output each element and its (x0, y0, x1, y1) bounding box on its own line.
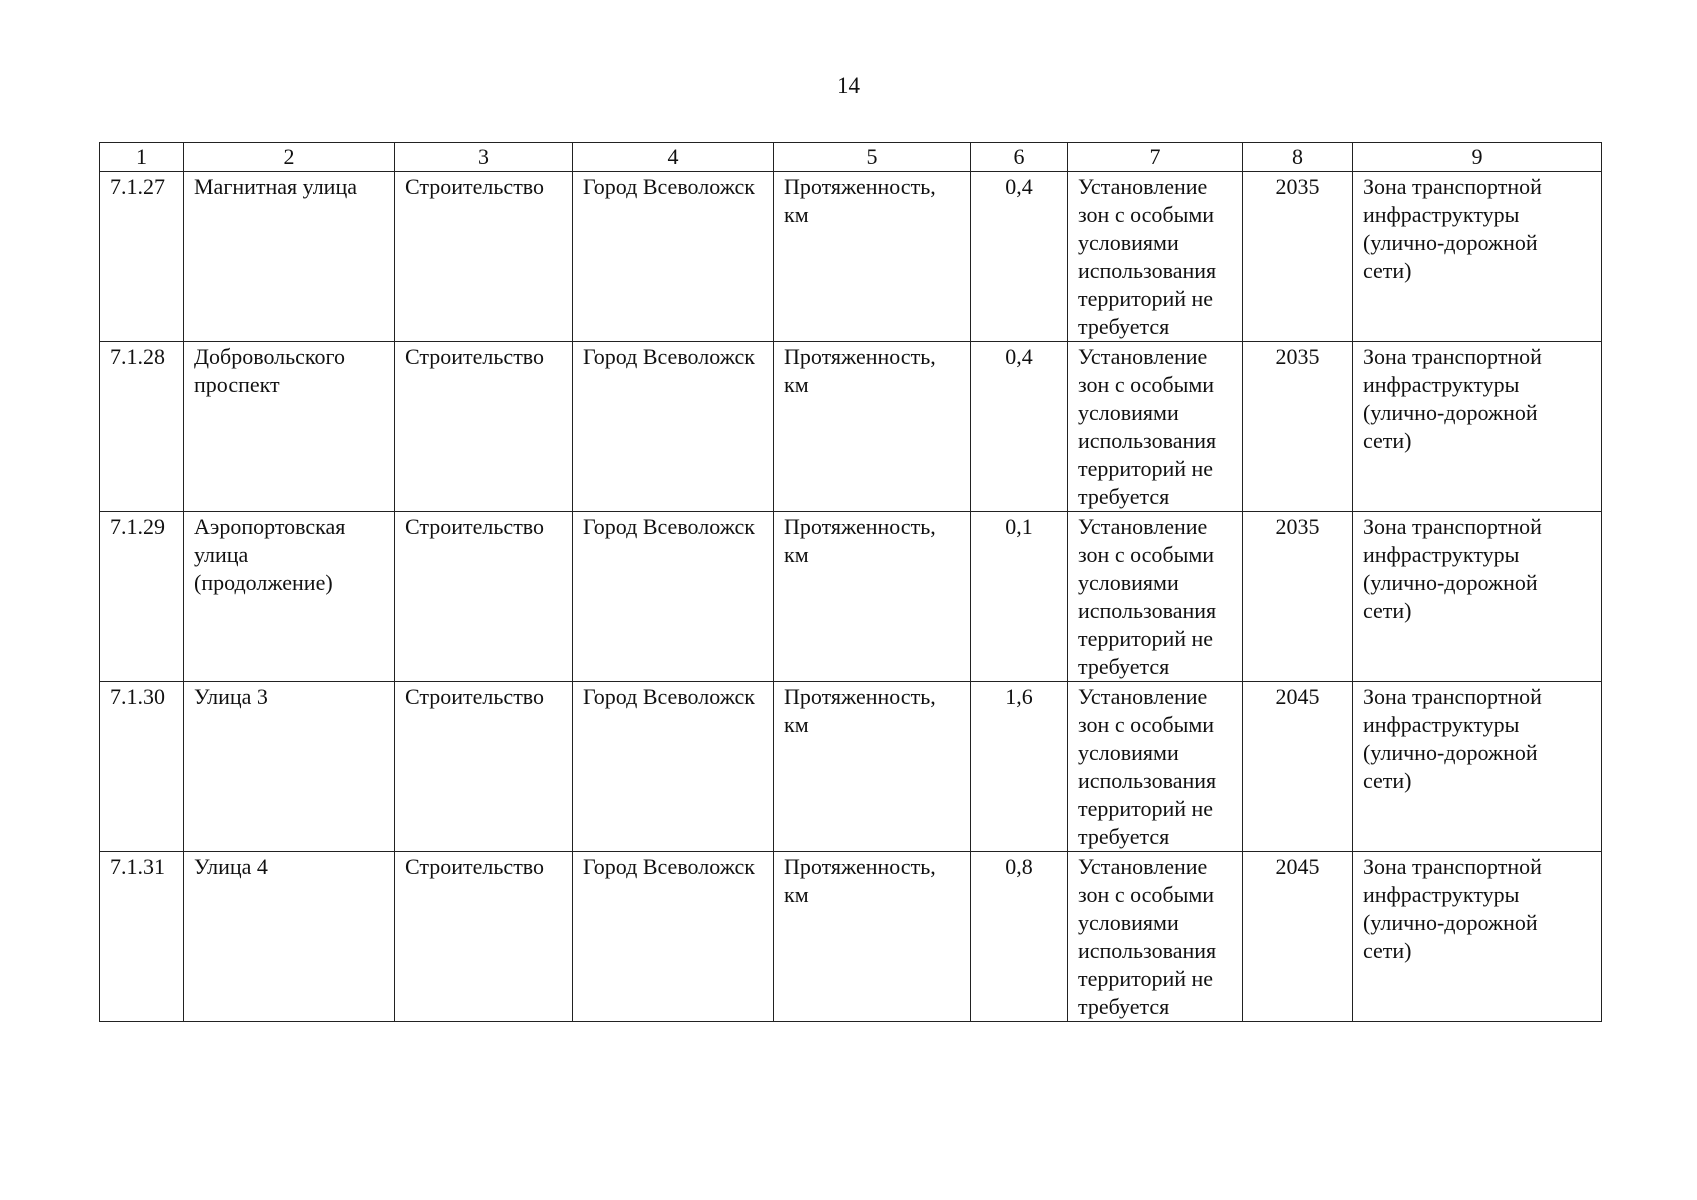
object-name: Добровольского проспект (184, 342, 395, 512)
location: Город Всеволожск (573, 342, 774, 512)
header-cell: 2 (184, 143, 395, 172)
zones-note: Установление зон с особыми условиями использования территорий не требуется (1068, 852, 1243, 1022)
work-type: Строительство (395, 512, 573, 682)
header-cell: 6 (971, 143, 1068, 172)
location: Город Всеволожск (573, 512, 774, 682)
row-number: 7.1.29 (100, 512, 184, 682)
page-number: 14 (837, 73, 860, 98)
functional-zone: Зона транспортной инфраструктуры (улично-дорожной сети) (1353, 682, 1602, 852)
object-name: Улица 3 (184, 682, 395, 852)
work-type: Строительство (395, 342, 573, 512)
header-cell: 9 (1353, 143, 1602, 172)
object-name: Магнитная улица (184, 172, 395, 342)
header-cell: 4 (573, 143, 774, 172)
row-number: 7.1.28 (100, 342, 184, 512)
parameter: Протяженность, км (774, 852, 971, 1022)
zones-note: Установление зон с особыми условиями использования территорий не требуется (1068, 172, 1243, 342)
location: Город Всеволожск (573, 172, 774, 342)
work-type: Строительство (395, 682, 573, 852)
parameter-value: 1,6 (971, 682, 1068, 852)
header-cell: 5 (774, 143, 971, 172)
header-cell: 1 (100, 143, 184, 172)
row-number: 7.1.30 (100, 682, 184, 852)
year: 2035 (1243, 172, 1353, 342)
parameter-value: 0,8 (971, 852, 1068, 1022)
functional-zone: Зона транспортной инфраструктуры (улично-дорожной сети) (1353, 342, 1602, 512)
table-row (100, 682, 1602, 852)
row-number: 7.1.27 (100, 172, 184, 342)
table-row (100, 852, 1602, 1022)
parameter: Протяженность, км (774, 682, 971, 852)
year: 2045 (1243, 682, 1353, 852)
year: 2035 (1243, 512, 1353, 682)
zones-note: Установление зон с особыми условиями использования территорий не требуется (1068, 342, 1243, 512)
table-row (100, 342, 1602, 512)
functional-zone: Зона транспортной инфраструктуры (улично-дорожной сети) (1353, 512, 1602, 682)
header-cell: 7 (1068, 143, 1243, 172)
header-cell: 8 (1243, 143, 1353, 172)
location: Город Всеволожск (573, 682, 774, 852)
header-cell: 3 (395, 143, 573, 172)
functional-zone: Зона транспортной инфраструктуры (улично-дорожной сети) (1353, 172, 1602, 342)
functional-zone: Зона транспортной инфраструктуры (улично-дорожной сети) (1353, 852, 1602, 1022)
object-name: Аэропортовская улица (продолжение) (184, 512, 395, 682)
work-type: Строительство (395, 852, 573, 1022)
year: 2035 (1243, 342, 1353, 512)
parameter: Протяженность, км (774, 172, 971, 342)
zones-note: Установление зон с особыми условиями использования территорий не требуется (1068, 512, 1243, 682)
table-row (100, 512, 1602, 682)
zones-note: Установление зон с особыми условиями использования территорий не требуется (1068, 682, 1243, 852)
parameter: Протяженность, км (774, 342, 971, 512)
parameter-value: 0,4 (971, 172, 1068, 342)
parameter-value: 0,1 (971, 512, 1068, 682)
registry-table (99, 142, 1602, 1022)
table-row (100, 172, 1602, 342)
year: 2045 (1243, 852, 1353, 1022)
parameter: Протяженность, км (774, 512, 971, 682)
parameter-value: 0,4 (971, 342, 1068, 512)
row-number: 7.1.31 (100, 852, 184, 1022)
work-type: Строительство (395, 172, 573, 342)
location: Город Всеволожск (573, 852, 774, 1022)
object-name: Улица 4 (184, 852, 395, 1022)
table-header-row (100, 143, 1602, 172)
